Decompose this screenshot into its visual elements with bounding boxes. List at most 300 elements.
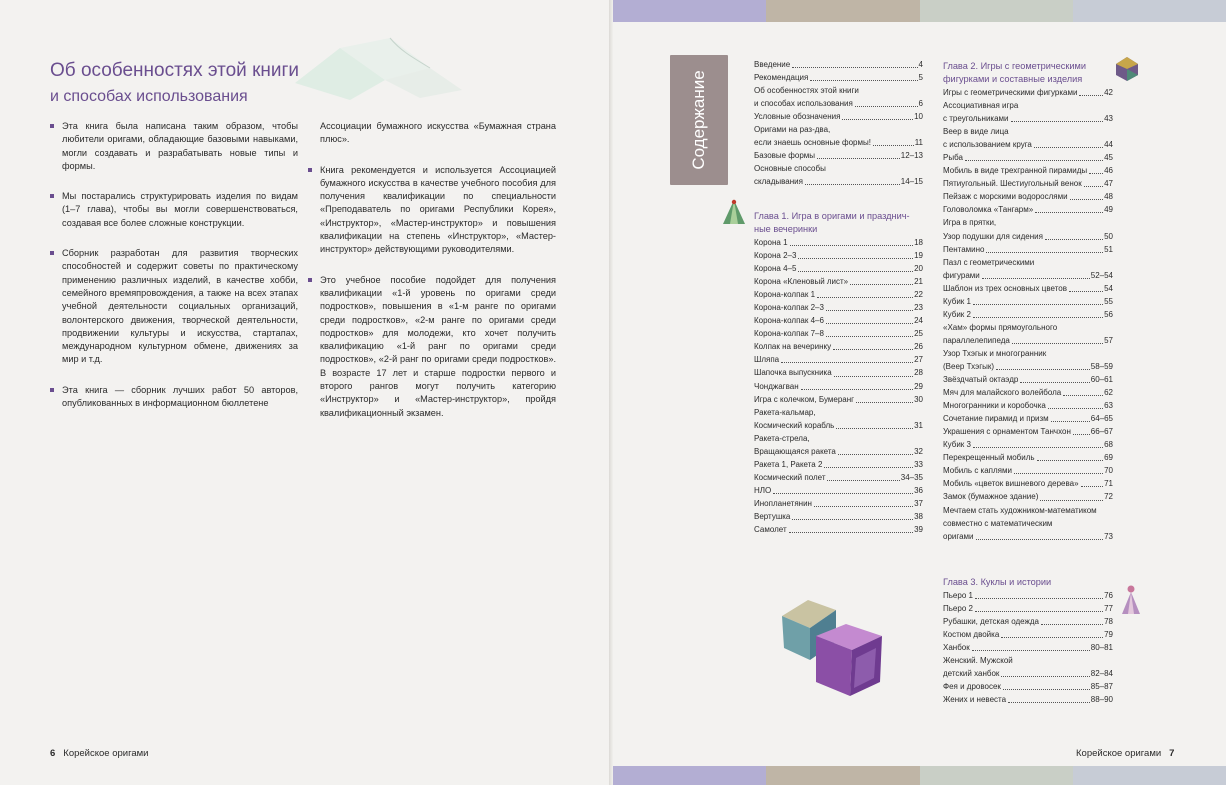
toc-entry-title: Шляпа xyxy=(754,355,780,365)
book-title: Корейское оригами xyxy=(1076,748,1162,759)
toc-entry xyxy=(943,203,1113,216)
toc-entry-page: 10 xyxy=(914,112,923,122)
toc-chapter-1-list xyxy=(754,236,923,536)
paragraph: Мы постарались структурировать изделия по видам (1–7 глава), чтобы вы могли совершенствоваться, создавая все более сложные конструкции. xyxy=(50,190,298,230)
toc-leader-dots xyxy=(1035,203,1103,213)
toc-leader-dots xyxy=(1069,282,1103,292)
toc-entry-title: Веер в виде лица xyxy=(943,127,1009,137)
toc-entry xyxy=(943,216,1113,229)
toc-entry-page: 29 xyxy=(914,381,923,391)
toc-leader-dots xyxy=(1001,667,1089,677)
bullet-marker xyxy=(50,124,54,128)
page-number: 7 xyxy=(1169,748,1175,759)
toc-leader-dots xyxy=(773,484,913,494)
toc-leader-dots xyxy=(1084,177,1103,187)
toc-entry xyxy=(754,275,923,288)
toc-entry xyxy=(943,334,1113,347)
toc-entry xyxy=(943,680,1113,693)
toc-entry-page: 43 xyxy=(1104,114,1113,124)
toc-entry xyxy=(754,84,923,97)
toc-entry-title: (Веер Тхэгык) xyxy=(943,361,995,371)
toc-entry-page: 28 xyxy=(914,368,923,378)
toc-entry-page: 68 xyxy=(1104,440,1113,450)
toc-entry xyxy=(754,262,923,275)
toc-entry xyxy=(754,484,923,497)
toc-entry-title: параллелепипеда xyxy=(943,335,1010,345)
toc-entry-title: Головоломка «Тангарм» xyxy=(943,205,1034,215)
toc-leader-dots xyxy=(996,360,1090,370)
toc-chapter-2 xyxy=(943,60,1113,543)
toc-entry-page: 82–84 xyxy=(1090,669,1113,679)
toc-entry xyxy=(754,162,923,175)
toc-entry-page: 27 xyxy=(914,355,923,365)
toc-entry xyxy=(943,477,1113,490)
toc-entry xyxy=(754,97,923,110)
toc-entry-title: Пьеро 2 xyxy=(943,604,973,614)
toc-entry xyxy=(754,110,923,123)
toc-entry xyxy=(943,641,1113,654)
toc-entry-title: Инопланетянин xyxy=(754,498,812,508)
toc-entry-title: Мечтаем стать художником-математиком xyxy=(943,505,1097,515)
toc-entry-title: Космический полет xyxy=(754,472,826,482)
middle-column xyxy=(308,120,556,437)
toc-entry xyxy=(754,432,923,445)
toc-entry-page: 44 xyxy=(1104,140,1113,150)
crown-origami-icon xyxy=(718,198,750,228)
toc-entry-title: Шаблон из трех основных цветов xyxy=(943,283,1067,293)
toc-entry-title: Мобиль «цветок вишневого дерева» xyxy=(943,479,1079,489)
toc-entry xyxy=(943,86,1113,99)
toc-entry xyxy=(943,490,1113,503)
toc-entry-page: 62 xyxy=(1104,388,1113,398)
toc-entry xyxy=(943,177,1113,190)
toc-entry xyxy=(943,347,1113,360)
toc-entry xyxy=(754,340,923,353)
toc-leader-dots xyxy=(1089,164,1103,174)
chapter-3-heading: Глава 3. Куклы и истории xyxy=(943,577,1052,587)
toc-leader-dots xyxy=(781,353,913,363)
toc-chapter-3-list xyxy=(943,589,1113,706)
toc-entry-page: 71 xyxy=(1104,479,1113,489)
toc-entry-page: 78 xyxy=(1104,617,1113,627)
toc-leader-dots xyxy=(850,275,913,285)
toc-leader-dots xyxy=(834,366,913,376)
toc-entry-title: Условные обозначения xyxy=(754,112,841,122)
toc-entry-page: 42 xyxy=(1104,88,1113,97)
toc-entry-page: 46 xyxy=(1104,166,1113,176)
toc-entry-title: Космический корабль xyxy=(754,420,835,430)
toc-entry-page: 52–54 xyxy=(1090,270,1113,280)
toc-leader-dots xyxy=(790,236,914,246)
toc-entry xyxy=(943,530,1113,543)
toc-entry-title: Об особенностях этой книги xyxy=(754,86,859,96)
toc-leader-dots xyxy=(975,589,1103,599)
toc-entry xyxy=(754,471,923,484)
polyhedron-origami-icon xyxy=(1114,56,1140,82)
toc-entry xyxy=(943,256,1113,269)
toc-entry xyxy=(943,230,1113,243)
toc-entry xyxy=(943,386,1113,399)
toc-entry-title: Введение xyxy=(754,60,791,69)
page-subtitle: и способах использования xyxy=(50,88,248,105)
toc-entry-title: «Хам» формы прямоугольного xyxy=(943,322,1058,332)
toc-leader-dots xyxy=(973,438,1103,448)
toc-leader-dots xyxy=(826,301,913,311)
toc-entry-page: 32 xyxy=(914,446,923,456)
toc-entry-page: 56 xyxy=(1104,309,1113,319)
toc-leader-dots xyxy=(1073,425,1090,435)
toc-entry-title: Узор Тхэгык и многогранник xyxy=(943,348,1047,358)
toc-column-1 xyxy=(754,58,923,188)
top-color-strip xyxy=(613,0,1226,22)
toc-leader-dots xyxy=(1003,680,1090,690)
toc-entry-title: Корона 4–5 xyxy=(754,264,797,274)
toc-entry-title: Украшения с орнаментом Танчхон xyxy=(943,427,1071,437)
toc-entry-page: 70 xyxy=(1104,466,1113,476)
origami-boxes-image xyxy=(778,598,898,708)
toc-entry-page: 26 xyxy=(914,342,923,352)
toc-entry-page: 14–15 xyxy=(900,177,923,187)
paragraph: Эта книга была написана таким образом, чтобы любители оригами, обладающие базовыми навыками, могли создавать и разрабатывать новые типы и формы. xyxy=(50,120,298,173)
toc-entry-page: 60–61 xyxy=(1090,375,1113,385)
toc-entry-page: 33 xyxy=(914,459,923,469)
toc-entry-title: Фея и дровосек xyxy=(943,682,1001,692)
toc-entry-page: 49 xyxy=(1104,205,1113,215)
toc-entry xyxy=(943,138,1113,151)
chapter-2-heading: Глава 2. Игры с геометрическими фигурками и составные изделия xyxy=(943,61,1086,84)
toc-entry-title: Узор подушки для сидения xyxy=(943,231,1043,241)
toc-entry-title: Корона 2–3 xyxy=(754,251,797,261)
toc-entry xyxy=(943,504,1113,517)
toc-entry-page: 88–90 xyxy=(1090,695,1113,705)
toc-entry-title: Мяч для малайского волейбола xyxy=(943,388,1062,398)
toc-entry-page: 50 xyxy=(1104,231,1113,241)
toc-entry-page: 63 xyxy=(1104,401,1113,411)
toc-entry-title: Базовые формы xyxy=(754,151,816,161)
toc-entry xyxy=(754,366,923,379)
toc-entry-title: если знаешь основные формы! xyxy=(754,138,871,148)
toc-entry-title: Кубик 1 xyxy=(943,296,971,306)
toc-leader-dots xyxy=(801,380,913,390)
toc-entry-page: 39 xyxy=(914,525,923,535)
toc-leader-dots xyxy=(798,249,913,259)
toc-entry-title: Пентамино xyxy=(943,244,985,254)
toc-entry-title: Корона-колпак 4–6 xyxy=(754,316,824,326)
toc-entry-title: Пейзаж с морскими водорослями xyxy=(943,192,1068,202)
toc-entry xyxy=(943,615,1113,628)
toc-leader-dots xyxy=(1041,615,1103,625)
toc-entry-title: Игры с геометрическими фигурками xyxy=(943,88,1078,97)
toc-entry-title: Колпак на вечеринку xyxy=(754,342,832,352)
toc-entry-title: Пьеро 1 xyxy=(943,591,973,600)
toc-entry-page: 11 xyxy=(914,138,923,148)
toc-leader-dots xyxy=(1001,628,1103,638)
toc-entry xyxy=(943,451,1113,464)
toc-entry-title: Шапочка выпускника xyxy=(754,368,832,378)
toc-entry xyxy=(754,301,923,314)
toc-entry-page: 20 xyxy=(914,264,923,274)
origami-decoration-image xyxy=(290,28,465,103)
toc-entry-title: совместно с математическим xyxy=(943,518,1053,528)
toc-entry-page: 69 xyxy=(1104,453,1113,463)
toc-entry xyxy=(754,314,923,327)
toc-entry-title: Жених и невеста xyxy=(943,695,1007,705)
toc-leader-dots xyxy=(836,419,913,429)
toc-entry-title: с использованием круга xyxy=(943,140,1032,150)
toc-entry-title: Мобиль в виде трехгранной пирамиды xyxy=(943,166,1088,176)
toc-entry-page: 48 xyxy=(1104,192,1113,202)
toc-leader-dots xyxy=(838,445,913,455)
toc-entry-page: 18 xyxy=(914,238,923,247)
toc-entry-title: Корона-колпак 2–3 xyxy=(754,303,824,313)
bullet-marker xyxy=(50,388,54,392)
toc-entry-title: Перекрещенный мобиль xyxy=(943,453,1035,463)
toc-entry-page: 19 xyxy=(914,251,923,261)
toc-entry-title: Вертушка xyxy=(754,511,791,521)
toc-entry xyxy=(754,445,923,458)
toc-entry-page: 45 xyxy=(1104,153,1113,163)
toc-entry-title: с треугольниками xyxy=(943,114,1009,124)
toc-leader-dots xyxy=(814,497,913,507)
toc-entry-title: Пятиугольный. Шестиугольный венок xyxy=(943,179,1082,189)
toc-entry-title: Вращающаяся ракета xyxy=(754,446,836,456)
paragraph: Сборник разработан для развития творческих способностей и содержит советы по практическому применению различных изделий, в качестве хобби, семейного времяпровождения, а также на всех этапах учебной деятельности социальных организаций, волонтерского движения, творческой деятельности, продвижении культуры и искусства, стартапах, международном культурном обмене, движениях за мир и т.д. xyxy=(50,247,298,367)
toc-leader-dots xyxy=(827,471,899,481)
toc-entry xyxy=(754,288,923,301)
toc-leader-dots xyxy=(965,151,1103,161)
toc-leader-dots xyxy=(1012,334,1103,344)
toc-leader-dots xyxy=(792,510,913,520)
toc-entry-page: 47 xyxy=(1104,179,1113,189)
doll-origami-icon xyxy=(1120,584,1142,616)
toc-leader-dots xyxy=(1008,693,1090,703)
toc-entry-page: 23 xyxy=(914,303,923,313)
toc-entry-title: Рекомендация xyxy=(754,73,809,83)
toc-entry-title: оригами xyxy=(943,531,974,541)
paragraph: Ассоциации бумажного искусства «Бумажная страна плюс». xyxy=(320,121,556,145)
toc-entry xyxy=(754,58,923,71)
toc-leader-dots xyxy=(817,149,900,159)
contents-tab xyxy=(670,55,728,185)
toc-entry-page: 24 xyxy=(914,316,923,326)
toc-entry-page: 4 xyxy=(918,60,923,69)
toc-leader-dots xyxy=(1020,373,1089,383)
toc-entry xyxy=(754,249,923,262)
toc-entry-page: 34–35 xyxy=(900,472,923,482)
toc-entry-page: 31 xyxy=(914,420,923,430)
toc-entry-page: 36 xyxy=(914,485,923,495)
toc-entry-page: 80–81 xyxy=(1090,643,1113,653)
toc-chapter-3 xyxy=(943,576,1113,706)
toc-entry xyxy=(943,243,1113,256)
toc-entry-title: Основные способы xyxy=(754,164,826,174)
toc-leader-dots xyxy=(973,308,1103,318)
toc-entry xyxy=(943,654,1113,667)
toc-entry xyxy=(754,458,923,471)
toc-leader-dots xyxy=(1014,464,1103,474)
toc-entry xyxy=(754,406,923,419)
left-column xyxy=(50,120,298,427)
toc-entry-title: Оригами на раз-два, xyxy=(754,125,831,135)
toc-leader-dots xyxy=(805,175,900,185)
right-folio xyxy=(1076,748,1174,759)
toc-leader-dots xyxy=(1011,112,1104,122)
toc-leader-dots xyxy=(842,110,913,120)
toc-entry xyxy=(943,321,1113,334)
toc-leader-dots xyxy=(1081,477,1104,487)
toc-entry xyxy=(943,282,1113,295)
toc-entry-title: Чонджагван xyxy=(754,381,799,391)
toc-entry-page: 85–87 xyxy=(1090,682,1113,692)
toc-entry-title: Пазл с геометрическими xyxy=(943,257,1035,267)
toc-entry-title: фигурами xyxy=(943,270,980,280)
page-title: Об особенностях этой книги xyxy=(50,60,300,81)
toc-leader-dots xyxy=(855,97,918,107)
toc-entry-title: НЛО xyxy=(754,485,772,495)
toc-leader-dots xyxy=(976,530,1104,540)
toc-entry-title: Рубашки, детская одежда xyxy=(943,617,1039,627)
toc-entry xyxy=(943,269,1113,282)
toc-chapter-1 xyxy=(754,210,923,536)
book-title: Корейское оригами xyxy=(63,748,149,759)
toc-entry-title: Игра с колечком, Бумеранг xyxy=(754,394,855,404)
toc-entry-title: Ханбок xyxy=(943,643,970,653)
paragraph: Эта книга — сборник лучших работ 50 авторов, опубликованных в информационном бюллетене xyxy=(50,384,298,411)
paragraph: Это учебное пособие подойдет для получения квалификации «1-й уровень по оригами среди подростков», повышения в «1-м ранге по оригами среди подростков», «2-м ранге по оригами среди подростков» для молодежи, кто хочет получить квалификацию «1-й ранг по оригами среди подростков», «2-й ранг по оригами среди подростков». В возрасте 17 лет и старше подростки первого и второго рангов могут получить категорию «Инструктор» и «Мастер-инструктор», пройдя квалификационный экзамен. xyxy=(308,274,556,420)
toc-entry-title: детский ханбок xyxy=(943,669,1000,679)
toc-entry-page: 55 xyxy=(1104,296,1113,306)
toc-entry xyxy=(943,399,1113,412)
toc-leader-dots xyxy=(1048,399,1103,409)
toc-leader-dots xyxy=(973,295,1103,305)
toc-leader-dots xyxy=(817,288,913,298)
toc-entry xyxy=(943,667,1113,680)
toc-entry xyxy=(943,628,1113,641)
toc-entry xyxy=(943,295,1113,308)
paragraph: Книга рекомендуется и используется Ассоциацией бумажного искусства в качестве учебного пособия для получения квалификации по специальности «Преподаватель по оригами Республики Корея», «Инструктор», «Мастер-инструктор» и повышения квалификации на степень «Инструктор», «Мастер-инструктор» действующими руководителями. xyxy=(308,164,556,257)
toc-leader-dots xyxy=(833,340,913,350)
toc-entry xyxy=(943,589,1113,602)
toc-entry xyxy=(943,438,1113,451)
toc-entry xyxy=(943,125,1113,138)
toc-entry-page: 6 xyxy=(918,99,923,109)
toc-entry-page: 38 xyxy=(914,511,923,521)
bullet-marker xyxy=(50,251,54,255)
toc-entry-page: 12–13 xyxy=(900,151,923,161)
toc-entry-title: Кубик 2 xyxy=(943,309,971,319)
bullet-marker xyxy=(308,278,312,282)
toc-entry xyxy=(943,425,1113,438)
toc-entry xyxy=(943,99,1113,112)
toc-entry-title: Корона «Кленовый лист» xyxy=(754,277,849,287)
toc-entry xyxy=(943,373,1113,386)
toc-entry-title: Ракета 1, Ракета 2 xyxy=(754,459,823,469)
toc-entry xyxy=(943,164,1113,177)
toc-entry-title: Корона-колпак 1 xyxy=(754,290,816,300)
toc-entry-page: 66–67 xyxy=(1090,427,1113,437)
toc-entry-title: и способах использования xyxy=(754,99,853,109)
toc-entry-title: Ракета-стрела, xyxy=(754,433,810,443)
toc-entry-page: 25 xyxy=(914,329,923,339)
toc-entry-page: 5 xyxy=(918,73,923,83)
toc-entry xyxy=(754,393,923,406)
toc-leader-dots xyxy=(975,602,1103,612)
toc-entry xyxy=(754,327,923,340)
toc-front-list xyxy=(754,58,923,188)
toc-leader-dots xyxy=(1070,190,1104,200)
toc-entry-page: 37 xyxy=(914,498,923,508)
toc-entry-page: 57 xyxy=(1104,335,1113,345)
toc-leader-dots xyxy=(1037,451,1104,461)
toc-leader-dots xyxy=(972,641,1090,651)
toc-entry-title: Корона-колпак 7–8 xyxy=(754,329,824,339)
toc-entry-page: 64–65 xyxy=(1090,414,1113,424)
toc-leader-dots xyxy=(792,58,917,68)
toc-entry xyxy=(754,510,923,523)
toc-entry-page: 58–59 xyxy=(1090,361,1113,371)
toc-entry xyxy=(943,151,1113,164)
left-folio xyxy=(50,748,148,759)
toc-leader-dots xyxy=(1045,230,1103,240)
toc-entry xyxy=(943,693,1113,706)
contents-heading: Содержание xyxy=(689,70,708,170)
chapter-1-heading: Глава 1. Игра в оригами и празднич- ные вечеринки xyxy=(754,211,910,234)
toc-entry-title: Мобиль с каплями xyxy=(943,466,1012,476)
toc-entry-page: 22 xyxy=(914,290,923,300)
toc-entry xyxy=(754,175,923,188)
toc-leader-dots xyxy=(982,269,1090,279)
toc-entry-title: Замок (бумажное здание) xyxy=(943,492,1039,502)
toc-leader-dots xyxy=(826,327,913,337)
toc-entry-title: Многогранники и коробочка xyxy=(943,401,1046,411)
toc-entry xyxy=(754,419,923,432)
bullet-marker xyxy=(308,168,312,172)
toc-leader-dots xyxy=(1063,386,1103,396)
toc-entry xyxy=(943,517,1113,530)
toc-leader-dots xyxy=(1051,412,1090,422)
toc-entry-title: Самолет xyxy=(754,525,787,535)
toc-entry-title: Женский. Мужской xyxy=(943,656,1013,666)
toc-entry xyxy=(754,71,923,84)
toc-entry xyxy=(754,380,923,393)
toc-entry xyxy=(754,149,923,162)
toc-entry xyxy=(754,523,923,536)
toc-leader-dots xyxy=(824,458,913,468)
toc-entry-title: Корона 1 xyxy=(754,238,788,247)
toc-entry-title: Кубик 3 xyxy=(943,440,971,450)
toc-entry xyxy=(943,112,1113,125)
toc-entry xyxy=(943,308,1113,321)
toc-leader-dots xyxy=(856,393,913,403)
toc-entry-title: Костюм двойка xyxy=(943,630,1000,640)
toc-entry-page: 79 xyxy=(1104,630,1113,640)
toc-entry-page: 76 xyxy=(1104,591,1113,600)
toc-entry-page: 77 xyxy=(1104,604,1113,614)
toc-leader-dots xyxy=(826,314,913,324)
toc-entry-title: Рыба xyxy=(943,153,963,163)
toc-leader-dots xyxy=(1079,86,1103,96)
toc-entry xyxy=(943,360,1113,373)
bullet-marker xyxy=(50,194,54,198)
toc-entry xyxy=(754,236,923,249)
toc-leader-dots xyxy=(798,262,913,272)
toc-entry-title: складывания xyxy=(754,177,803,187)
toc-entry xyxy=(754,497,923,510)
toc-entry-page: 73 xyxy=(1104,531,1113,541)
bottom-color-strip xyxy=(613,766,1226,785)
toc-entry-title: Звёздчатый октаэдр xyxy=(943,375,1019,385)
toc-entry-page: 30 xyxy=(914,394,923,404)
